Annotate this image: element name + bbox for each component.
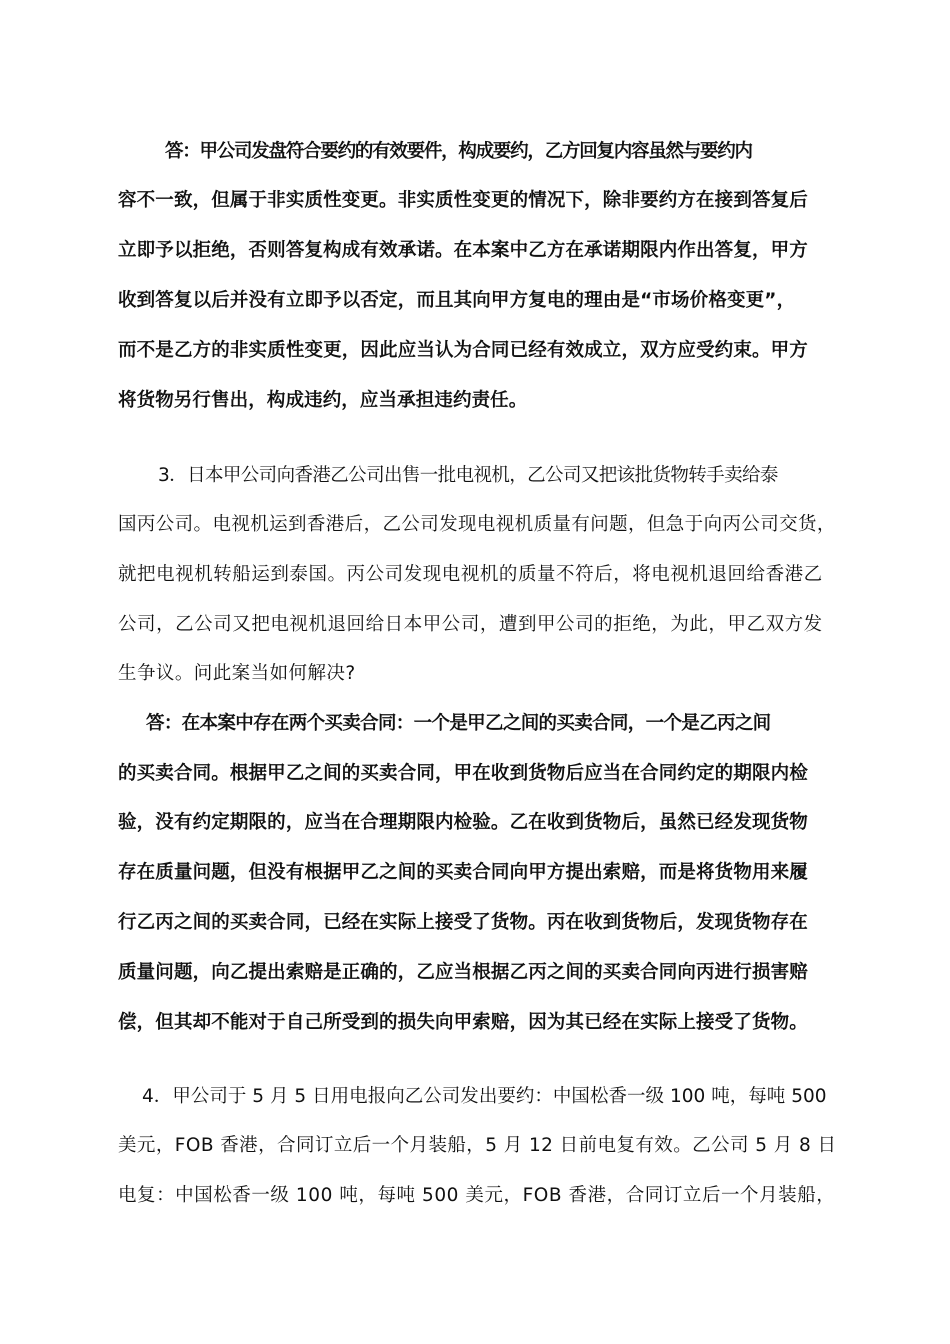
answer2-line-4: 收到答复以后并没有立即予以否定，而且其向甲方复电的理由是“市场价格变更”， (118, 290, 796, 311)
answer2-line-3: 立即予以拒绝，否则答复构成有效承诺。在本案中乙方在承诺期限内作出答复，甲方 (118, 240, 808, 261)
answer3-line-3: 验，没有约定期限的，应当在合理期限内检验。乙在收到货物后，虽然已经发现货物 (118, 812, 808, 833)
question4-line-1: 4．甲公司于 5 月 5 日用电报向乙公司发出要约：中国松香一级 100 吨，每吨 500 (142, 1086, 827, 1107)
answer2-line-6: 将货物另行售出，构成违约，应当承担违约责任。 (118, 390, 528, 411)
question4-line-2: 美元，FOB 香港，合同订立后一个月装船，5 月 12 日前电复有效。乙公司 5 月 8 日 (118, 1135, 837, 1156)
question4-line-3: 电复：中国松香一级 100 吨，每吨 500 美元，FOB 香港，合同订立后一个月装船， (118, 1185, 836, 1206)
answer3-line-2: 的买卖合同。根据甲乙之间的买卖合同，甲在收到货物后应当在合同约定的期限内检 (118, 763, 808, 784)
question3-line-3: 就把电视机转船运到泰国。丙公司发现电视机的质量不符后，将电视机退回给香港乙 (118, 564, 823, 585)
answer2-line-5: 而不是乙方的非实质性变更，因此应当认为合同已经有效成立，双方应受约束。甲方 (118, 340, 808, 361)
answer3-line-1: 答：在本案中存在两个买卖合同：一个是甲乙之间的买卖合同，一个是乙丙之间 (146, 713, 771, 734)
answer3-line-7: 偿，但其却不能对于自己所受到的损失向甲索赔，因为其已经在实际上接受了货物。 (118, 1012, 808, 1033)
answer3-line-6: 质量问题，向乙提出索赔是正确的，乙应当根据乙丙之间的买卖合同向丙进行损害赔 (118, 962, 808, 983)
answer2-line-2: 容不一致，但属于非实质性变更。非实质性变更的情况下，除非要约方在接到答复后 (118, 190, 808, 211)
answer3-line-4: 存在质量问题，但没有根据甲乙之间的买卖合同向甲方提出索赔，而是将货物用来履 (118, 862, 808, 883)
answer2-line-1: 答：甲公司发盘符合要约的有效要件，构成要约，乙方回复内容虽然与要约内 (165, 141, 752, 162)
question3-line-4: 公司，乙公司又把电视机退回给日本甲公司，遭到甲公司的拒绝，为此，甲乙双方发 (118, 614, 823, 635)
answer3-line-5: 行乙丙之间的买卖合同，已经在实际上接受了货物。丙在收到货物后，发现货物存在 (118, 912, 808, 933)
question3-line-1: 3．日本甲公司向香港乙公司出售一批电视机，乙公司又把该批货物转手卖给泰 (158, 465, 778, 486)
question3-line-5: 生争议。问此案当如何解决? (118, 663, 356, 684)
question3-line-2: 国丙公司。电视机运到香港后，乙公司发现电视机质量有问题，但急于向丙公司交货， (118, 514, 836, 535)
